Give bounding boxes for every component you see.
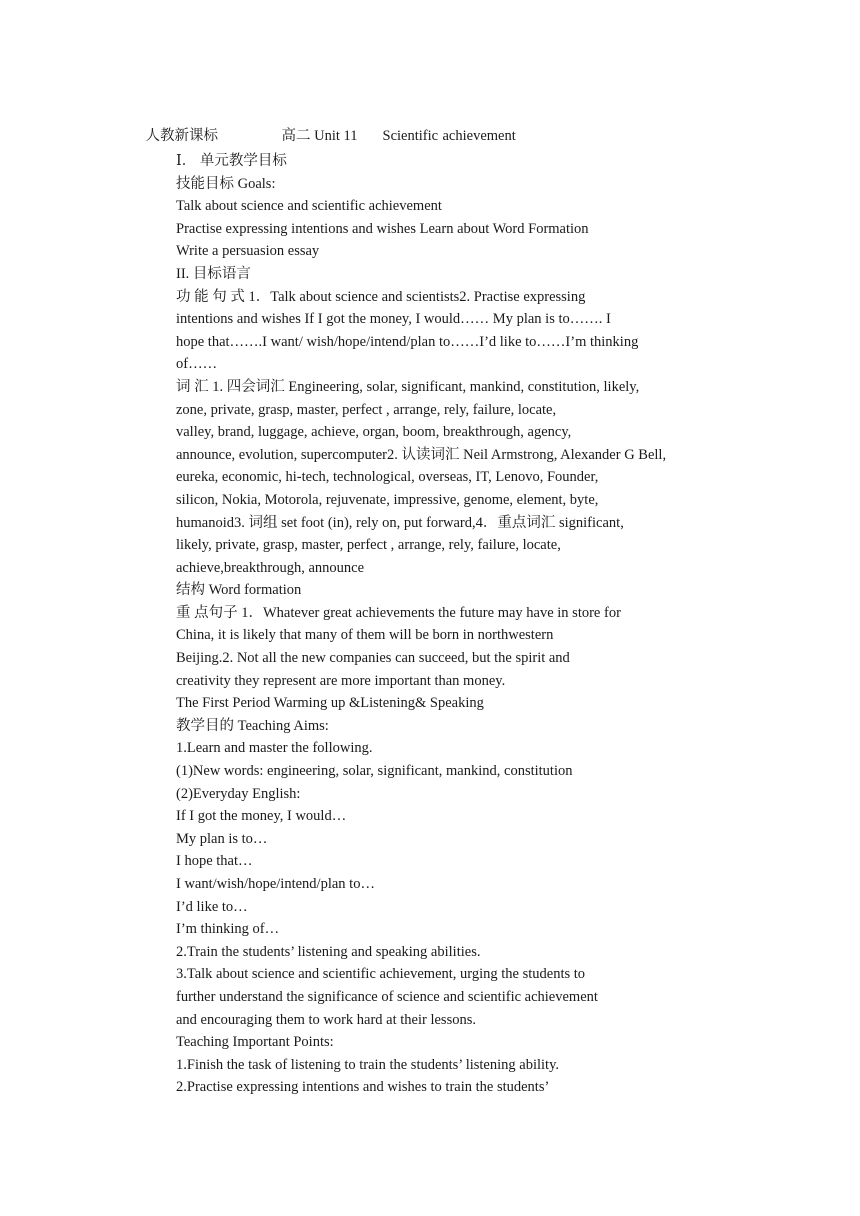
text-line: intentions and wishes If I got the money, I would…… My plan is to……. I xyxy=(176,311,611,328)
text-line: 功 能 句 式 1．Talk about science and scientists2. Practise expressing xyxy=(176,288,586,305)
text-line: 词 汇 1. 四会词汇 Engineering, solar, significant, mankind, constitution, likely, xyxy=(176,378,640,395)
text-line: 3.Talk about science and scientific achievement, urging the students to xyxy=(176,966,586,983)
text-line: I’d like to… xyxy=(176,898,248,915)
text-line: China, it is likely that many of them will be born in northwestern xyxy=(176,627,554,644)
text-line: My plan is to… xyxy=(176,830,268,847)
text-line: achieve,breakthrough, announce xyxy=(176,559,365,576)
text-line: 重 点句子 1．Whatever great achievements the future may have in store for xyxy=(176,604,621,621)
header-title-scientific: Scientific xyxy=(382,128,439,144)
text-line: hope that…….I want/ wish/hope/intend/plan to……I’d like to……I’m thinking xyxy=(176,333,639,350)
teaching-aims-heading: 教学目的 Teaching Aims: xyxy=(176,717,329,734)
text-line: 1.Learn and master the following. xyxy=(176,740,373,757)
text-line: valley, brand, luggage, achieve, organ, boom, breakthrough, agency, xyxy=(176,424,572,441)
section-heading-objectives: Ⅰ． 单元教学目标 xyxy=(176,153,287,169)
text-line: further understand the significance of science and scientific achievement xyxy=(176,988,598,1005)
text-line: 2.Train the students’ listening and speaking abilities. xyxy=(176,943,481,960)
header-grade-unit: 高二 Unit 11 xyxy=(281,128,358,144)
text-line: 1.Finish the task of listening to train the students’ listening ability. xyxy=(176,1056,560,1073)
text-line: Write a persuasion essay xyxy=(176,243,320,260)
period-heading: The First Period Warming up &Listening& Speaking xyxy=(176,695,484,712)
text-line: of…… xyxy=(176,356,218,373)
important-points-heading: Teaching Important Points: xyxy=(176,1034,334,1051)
text-line: I hope that… xyxy=(176,853,253,870)
section-heading-target-language: II. 目标语言 xyxy=(176,265,251,282)
text-line: (1)New words: engineering, solar, significant, mankind, constitution xyxy=(176,763,573,780)
header-title-achievement: achievement xyxy=(442,128,516,144)
text-line: creativity they represent are more important than money. xyxy=(176,672,506,689)
header-publisher: 人教新课标 xyxy=(145,128,218,144)
text-line: 2.Practise expressing intentions and wishes to train the students’ xyxy=(176,1079,550,1096)
text-line: I’m thinking of… xyxy=(176,921,280,938)
document-body xyxy=(176,150,776,1099)
text-line: eureka, economic, hi-tech, technological, overseas, IT, Lenovo, Founder, xyxy=(176,469,599,486)
text-line: and encouraging them to work hard at their lessons. xyxy=(176,1011,476,1028)
text-line: If I got the money, I would… xyxy=(176,808,347,825)
text-line: Practise expressing intentions and wishes Learn about Word Formation xyxy=(176,220,589,237)
text-line: Talk about science and scientific achievement xyxy=(176,198,442,215)
text-line: 结构 Word formation xyxy=(176,582,302,599)
text-line: silicon, Nokia, Motorola, rejuvenate, impressive, genome, element, byte, xyxy=(176,491,599,508)
text-line: I want/wish/hope/intend/plan to… xyxy=(176,876,375,892)
text-line: (2)Everyday English: xyxy=(176,785,301,802)
text-line: zone, private, grasp, master, perfect , arrange, rely, failure, locate, xyxy=(176,401,557,418)
text-line: humanoid3. 词组 set foot (in), rely on, put forward,4．重点词汇 significant, xyxy=(176,514,624,531)
goals-heading: 技能目标 Goals: xyxy=(176,175,276,192)
text-line: likely, private, grasp, master, perfect , arrange, rely, failure, locate, xyxy=(176,537,561,554)
text-line: announce, evolution, supercomputer2. 认读词汇 Neil Armstrong, Alexander G Bell, xyxy=(176,446,667,463)
text-line: Beijing.2. Not all the new companies can succeed, but the spirit and xyxy=(176,650,570,667)
